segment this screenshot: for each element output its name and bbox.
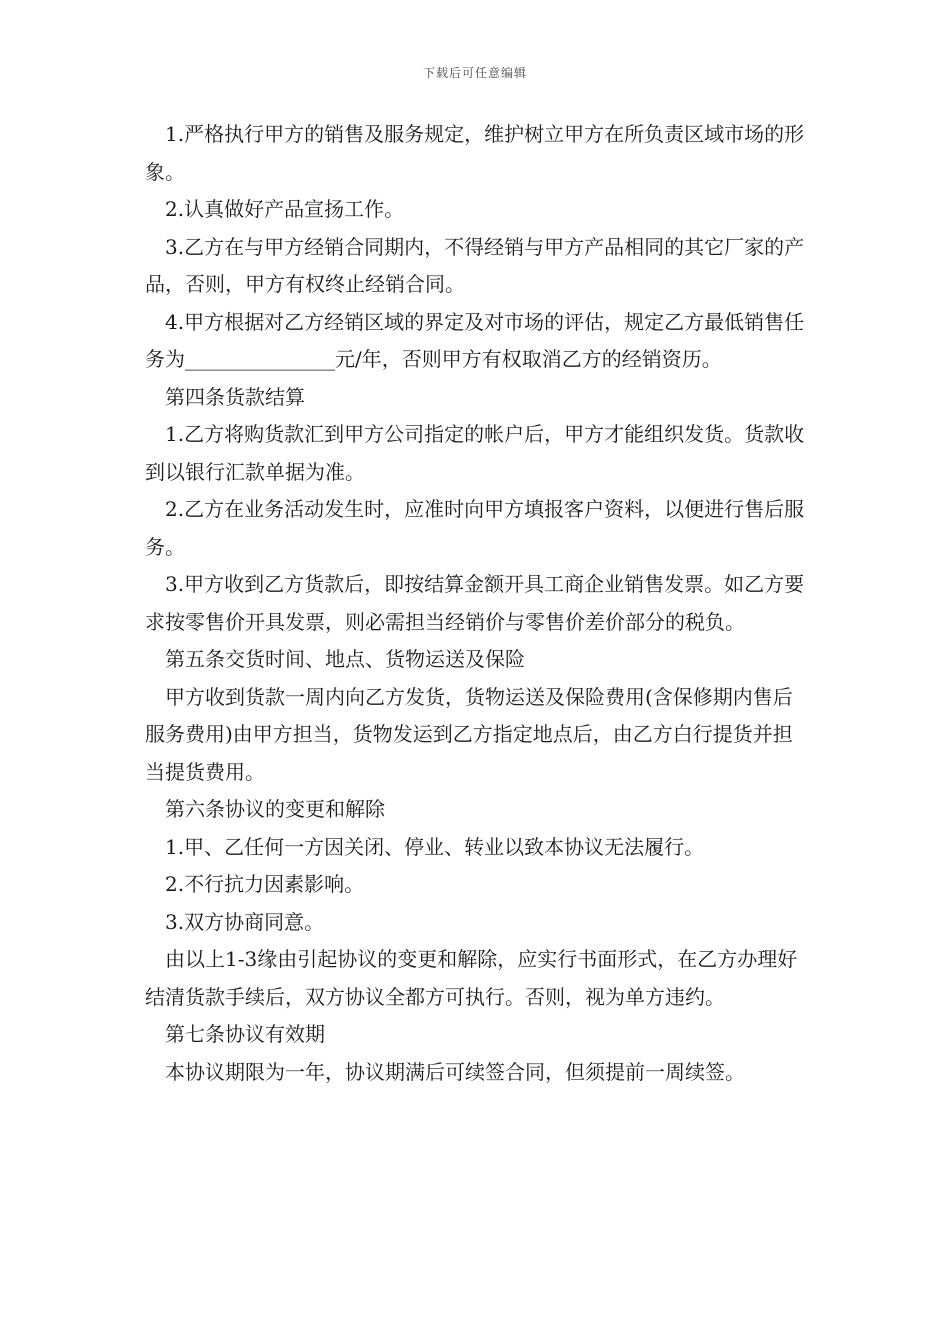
paragraph: 3.乙方在与甲方经销合同期内，不得经销与甲方产品相同的其它厂家的产品，否则，甲方有权终止经销合同。 (145, 234, 805, 296)
paragraph: 3.双方协商同意。 (165, 909, 325, 934)
paragraph: 1.严格执行甲方的销售及服务规定，维护树立甲方在所负责区域市场的形象。 (145, 122, 805, 184)
document-body (145, 116, 810, 1091)
paragraph: 3.甲方收到乙方货款后，即按结算金额开具工商企业销售发票。如乙方要求按零售价开具发票，则必需担当经销价与零售价差价部分的税负。 (145, 572, 805, 634)
paragraph: 由以上1-3缘由引起协议的变更和解除，应实行书面形式，在乙方办理好结清货款手续后，双方协议全都方可执行。否则，视为单方违约。 (145, 947, 798, 1009)
section-heading: 第四条货款结算 (165, 384, 305, 409)
page-header: 下载后可任意编辑 (422, 66, 527, 80)
paragraph: 甲方收到货款一周内向乙方发货，货物运送及保险费用(含保修期内售后服务费用)由甲方担当，货物发运到乙方指定地点后，由乙方白行提货并担当提货费用。 (145, 684, 793, 784)
paragraph: 1.乙方将购货款汇到甲方公司指定的帐户后，甲方才能组织发货。货款收到以银行汇款单据为准。 (145, 422, 805, 484)
paragraph: 本协议期限为一年，协议期满后可续签合同，但须提前一周续签。 (165, 1059, 745, 1084)
section-heading: 第六条协议的变更和解除 (165, 797, 385, 821)
paragraph: 2.认真做好产品宣扬工作。 (165, 197, 405, 221)
paragraph: 2.不行抗力因素影响。 (165, 872, 365, 896)
paragraph: 2.乙方在业务活动发生时，应准时向甲方填报客户资料，以便进行售后服务。 (145, 497, 805, 559)
section-heading: 第七条协议有效期 (165, 1022, 325, 1046)
paragraph: 1.甲、乙任何一方因关闭、停业、转业以致本协议无法履行。 (165, 834, 705, 859)
section-heading: 第五条交货时间、地点、货物运送及保险 (165, 647, 525, 671)
paragraph: 4.甲方根据对乙方经销区域的界定及对市场的评估，规定乙方最低销售任务为_______________元/年，否则甲方有权取消乙方的经销资历。 (145, 309, 805, 371)
